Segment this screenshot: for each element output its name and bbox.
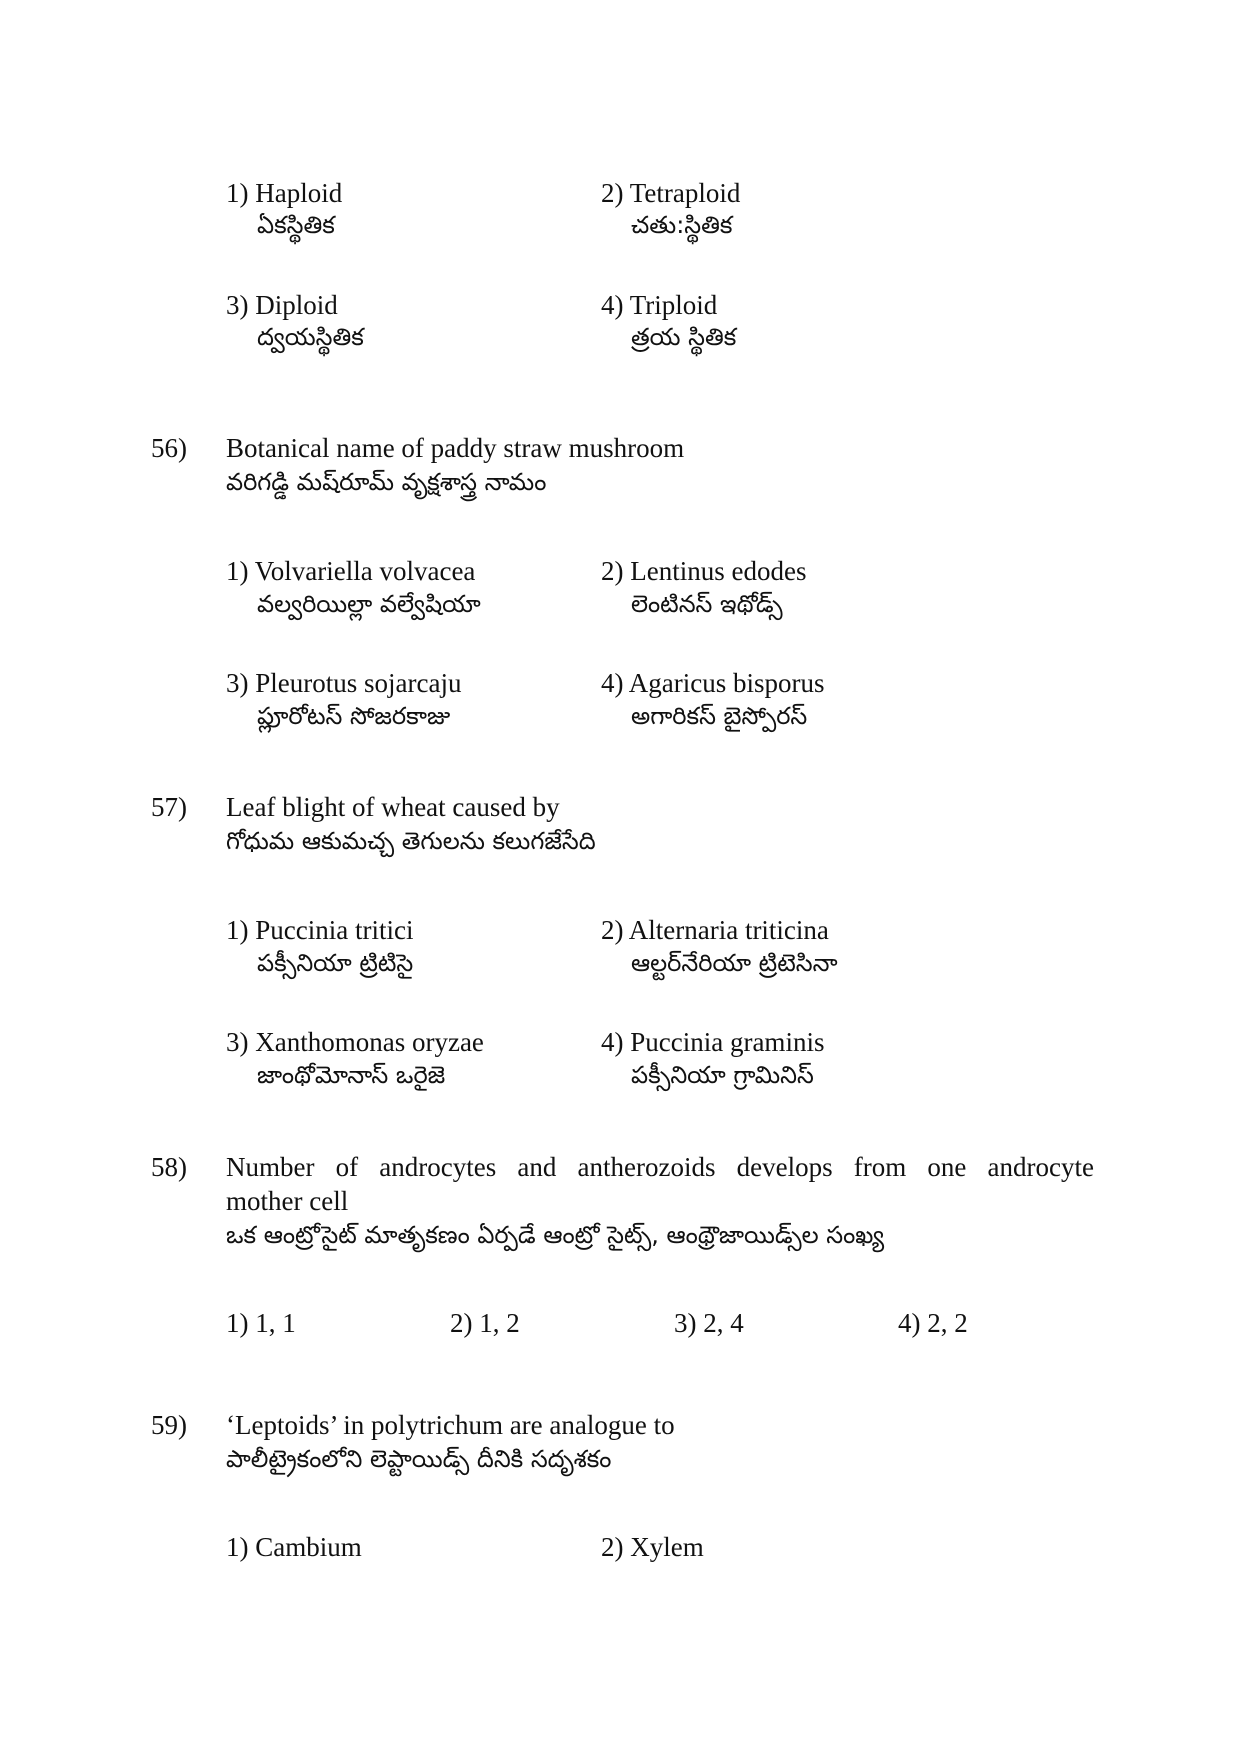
option-te: చతు:స్థితిక xyxy=(631,211,733,239)
option-te: పక్సీనియా ట్రిటిసై xyxy=(257,949,414,977)
option-te: ద్వయస్థితిక xyxy=(257,323,364,351)
question-text-te: వరిగడ్డి మష్‌రూమ్ వృక్షశాస్త్ర నామం xyxy=(226,468,547,496)
question-text-en: ‘Leptoids’ in polytrichum are analogue to xyxy=(226,1410,675,1440)
option-en: 2) Alternaria triticina xyxy=(601,915,829,945)
option-te: లెంటినస్ ఇథోడ్స్ xyxy=(631,590,783,618)
option-te: ప్లూరోటస్ సోజరకాజు xyxy=(257,702,451,730)
option-te: పక్సీనియా గ్రామినిస్ xyxy=(631,1061,814,1089)
question-text-en-continued: mother cell xyxy=(226,1186,349,1216)
question-number: 56) xyxy=(151,433,187,463)
option-te: త్రయ స్థితిక xyxy=(631,323,737,351)
option-en: 3) Pleurotus sojarcaju xyxy=(226,668,462,698)
question-number: 58) xyxy=(151,1152,187,1182)
option-en: 1) Volvariella volvacea xyxy=(226,556,476,586)
option-en: 2) Lentinus edodes xyxy=(601,556,807,586)
option-en: 4) Agaricus bisporus xyxy=(601,668,825,698)
option-te: ఏకస్థితిక xyxy=(257,211,335,239)
option-en: 1) Puccinia tritici xyxy=(226,915,414,945)
option-en: 4) Triploid xyxy=(601,290,718,320)
option-en: 4) Puccinia graminis xyxy=(601,1027,825,1057)
option-en: 3) Xanthomonas oryzae xyxy=(226,1027,484,1057)
question-text-te: పాలీట్రైకంలోని లెప్టాయిడ్స్ దీనికి సదృశకం xyxy=(226,1445,612,1473)
question-text-te: గోధుమ ఆకుమచ్చ తెగులను కలుగజేసేది xyxy=(226,827,596,855)
option-en: 3) Diploid xyxy=(226,290,338,320)
question-number: 59) xyxy=(151,1410,187,1440)
option-te: జాంథోమోనాస్ ఒరైజె xyxy=(257,1061,446,1089)
option: 1) Cambium xyxy=(226,1532,362,1562)
option-te: అగారికస్ బైస్పోరస్ xyxy=(631,702,808,730)
option: 2) Xylem xyxy=(601,1532,704,1562)
option: 4) 2, 2 xyxy=(898,1308,968,1338)
question-text-en: Leaf blight of wheat caused by xyxy=(226,792,560,822)
option: 2) 1, 2 xyxy=(450,1308,520,1338)
question-text-en: Number of androcytes and antherozoids develops from one androcyte xyxy=(226,1152,1094,1182)
question-number: 57) xyxy=(151,792,187,822)
question-text-te: ఒక ఆంట్రోసైట్ మాతృకణం ఏర్పడే ఆంట్రో సైట్స్, ఆంథ్రౌజాయిడ్స్‌ల సంఖ్య xyxy=(226,1221,885,1249)
question-text-en: Botanical name of paddy straw mushroom xyxy=(226,433,685,463)
option-en: 2) Tetraploid xyxy=(601,178,741,208)
option-en: 1) Haploid xyxy=(226,178,343,208)
option: 1) 1, 1 xyxy=(226,1308,296,1338)
option-te: వల్వరియిల్లా వల్వేషియా xyxy=(257,590,481,618)
option-te: ఆల్టర్‌నేరియా ట్రిటెసినా xyxy=(631,949,838,977)
option: 3) 2, 4 xyxy=(674,1308,744,1338)
